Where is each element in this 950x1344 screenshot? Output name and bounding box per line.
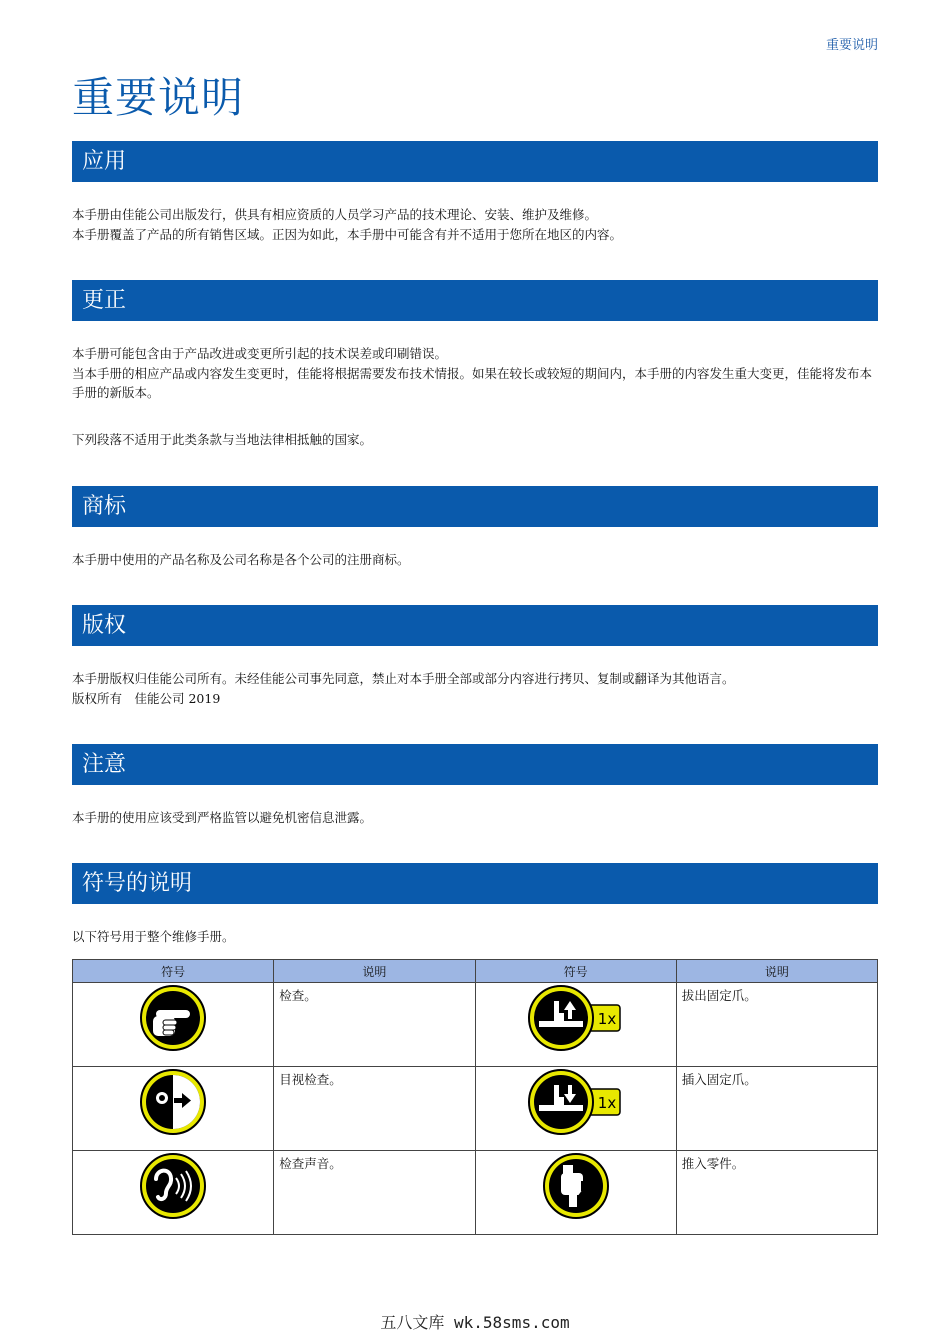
col-header-symbol: 符号 — [475, 960, 676, 983]
description-cell: 检查。 — [274, 983, 475, 1067]
application-line: 本手册由佳能公司出版发行，供具有相应资质的人员学习产品的技术理论、安装、维护及维修。 — [72, 207, 598, 222]
description-cell: 拔出固定爪。 — [676, 983, 877, 1067]
table-row — [73, 1067, 878, 1151]
section-heading-symbols: 符号的说明 — [72, 863, 878, 904]
caution-text — [72, 808, 880, 828]
corrections-note-line: 下列段落不适用于此类条款与当地法律相抵触的国家。 — [72, 432, 373, 447]
corrections-note — [72, 430, 880, 450]
table-row — [73, 983, 878, 1067]
symbol-cell — [475, 983, 676, 1067]
copyright-line: 本手册版权归佳能公司所有。未经佳能公司事先同意，禁止对本手册全部或部分内容进行拷贝、复制或翻译为其他语言。 — [72, 671, 735, 686]
footer-watermark: 五八文库 wk.58sms.com — [380, 1313, 570, 1332]
corrections-line: 当本手册的相应产品或内容发生变更时，佳能将根据需要发布技术情报。如果在较长或较短的期间内，本手册的内容发生重大变更，佳能将发布本手册的新版本。 — [72, 365, 873, 400]
section-heading-copyright: 版权 — [72, 605, 878, 646]
section-heading-caution: 注意 — [72, 744, 878, 785]
col-header-description: 说明 — [274, 960, 475, 983]
symbol-cell — [475, 1067, 676, 1151]
col-header-description: 说明 — [676, 960, 877, 983]
copyright-text — [72, 669, 880, 708]
visual-check-icon — [138, 1067, 208, 1137]
page-title: 重要说明 — [72, 73, 245, 122]
sound-check-icon — [138, 1151, 208, 1221]
symbol-cell — [73, 983, 274, 1067]
section-heading-trademarks: 商标 — [72, 486, 878, 527]
running-header: 重要说明 — [825, 38, 878, 53]
remove-claw-icon — [526, 983, 626, 1053]
application-line: 本手册覆盖了产品的所有销售区域。正因为如此，本手册中可能含有并不适用于您所在地区的内容。 — [72, 226, 623, 242]
section-heading-corrections: 更正 — [72, 280, 878, 321]
description-cell: 检查声音。 — [274, 1151, 475, 1235]
push-part-icon — [541, 1151, 611, 1221]
description-cell: 插入固定爪。 — [676, 1067, 877, 1151]
corrections-line: 本手册可能包含由于产品改进或变更所引起的技术误差或印刷错误。 — [72, 346, 448, 361]
section-heading-application: 应用 — [72, 141, 878, 182]
badge-1x-remove: 1x — [597, 1010, 616, 1028]
symbols-intro-line: 以下符号用于整个维修手册。 — [72, 929, 235, 944]
description-cell: 目视检查。 — [274, 1067, 475, 1151]
corrections-text — [72, 344, 880, 403]
description-cell: 推入零件。 — [676, 1151, 877, 1235]
col-header-symbol: 符号 — [73, 960, 274, 983]
copyright-line: 版权所有 佳能公司 2019 — [72, 690, 221, 706]
trademarks-line: 本手册中使用的产品名称及公司名称是各个公司的注册商标。 — [72, 552, 410, 567]
symbols-intro — [72, 927, 880, 947]
symbol-cell — [73, 1067, 274, 1151]
symbols-table — [72, 959, 878, 1235]
symbol-cell — [73, 1151, 274, 1235]
table-row — [73, 1151, 878, 1235]
symbols-table-header-row — [73, 960, 878, 983]
badge-1x-insert: 1x — [597, 1094, 616, 1112]
trademarks-text — [72, 550, 880, 570]
insert-claw-icon — [526, 1067, 626, 1137]
caution-line: 本手册的使用应该受到严格监管以避免机密信息泄露。 — [72, 810, 373, 825]
pointing-hand-icon — [138, 983, 208, 1053]
symbol-cell — [475, 1151, 676, 1235]
application-text — [72, 205, 880, 244]
